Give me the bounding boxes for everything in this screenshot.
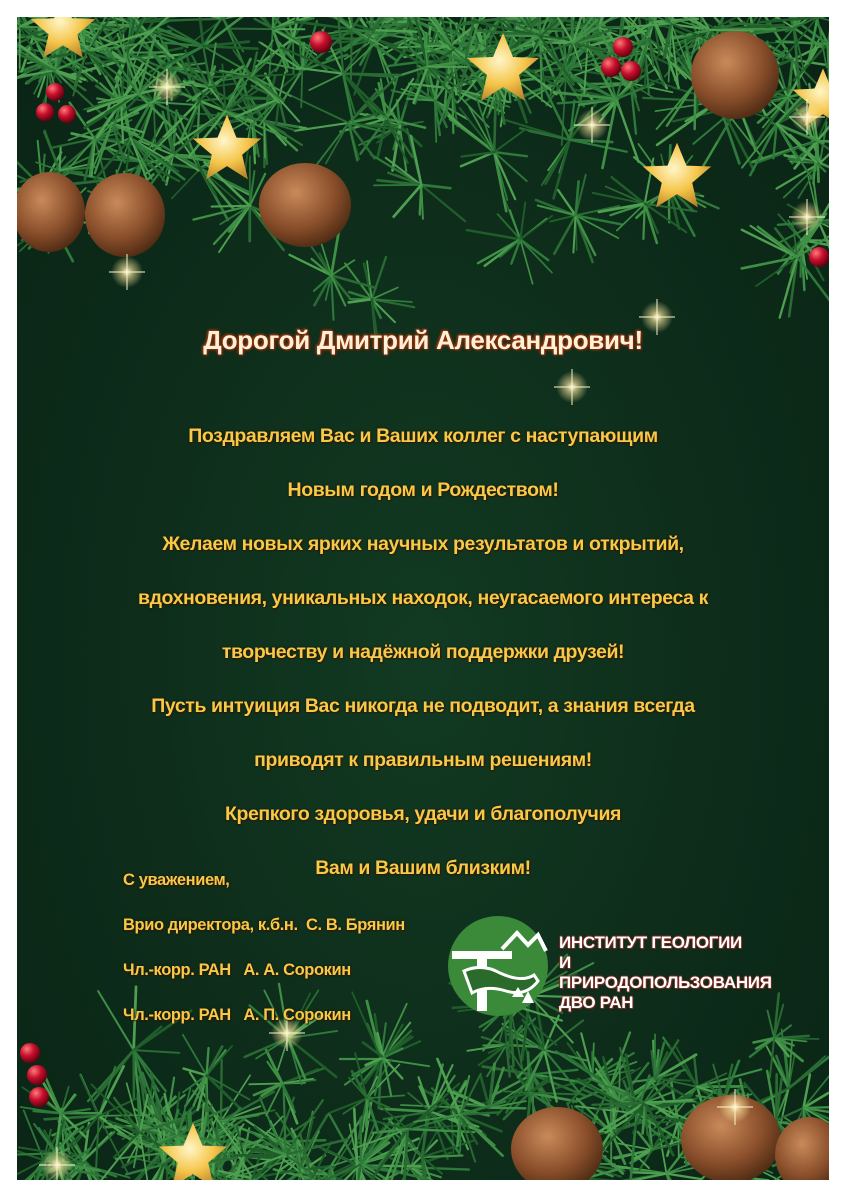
body-line: творчеству и надёжной поддержки друзей! bbox=[221, 641, 625, 663]
signature-line: Чл.-корр. РАН А. А. Сорокин bbox=[123, 961, 351, 979]
signature-line: Врио директора, к.б.н. С. В. Брянин bbox=[123, 916, 405, 934]
body-line: Желаем новых ярких научных результатов и открытий, bbox=[162, 533, 684, 555]
body-line: Поздравляем Вас и Ваших коллег с наступающим bbox=[188, 425, 658, 447]
institute-emblem-icon bbox=[442, 911, 554, 1021]
logo-line: ИНСТИТУТ ГЕОЛОГИИ bbox=[559, 933, 742, 952]
body-line: приводят к правильным решениям! bbox=[254, 749, 592, 771]
body-line: Вам и Вашим близким! bbox=[315, 857, 531, 879]
institute-name bbox=[559, 933, 787, 1013]
signature-line: Чл.-корр. РАН А. П. Сорокин bbox=[123, 1006, 351, 1024]
signature-regards: С уважением, bbox=[123, 871, 230, 889]
signature-block bbox=[123, 865, 405, 1045]
body-line: Новым годом и Рождеством! bbox=[287, 479, 559, 501]
institute-logo bbox=[442, 911, 787, 1021]
logo-line: И ПРИРОДОПОЛЬЗОВАНИЯ bbox=[559, 953, 772, 992]
body-line: Крепкого здоровья, удачи и благополучия bbox=[224, 803, 622, 825]
greeting-title: Дорогой Дмитрий Александрович! bbox=[203, 325, 643, 355]
logo-line: ДВО РАН bbox=[559, 993, 634, 1012]
congratulation-text bbox=[17, 415, 829, 901]
body-line: Пусть интуиция Вас никогда не подводит, а знания всегда bbox=[151, 695, 695, 717]
body-line: вдохновения, уникальных находок, неугасаемого интереса к bbox=[137, 587, 709, 609]
greeting-card bbox=[17, 17, 829, 1180]
